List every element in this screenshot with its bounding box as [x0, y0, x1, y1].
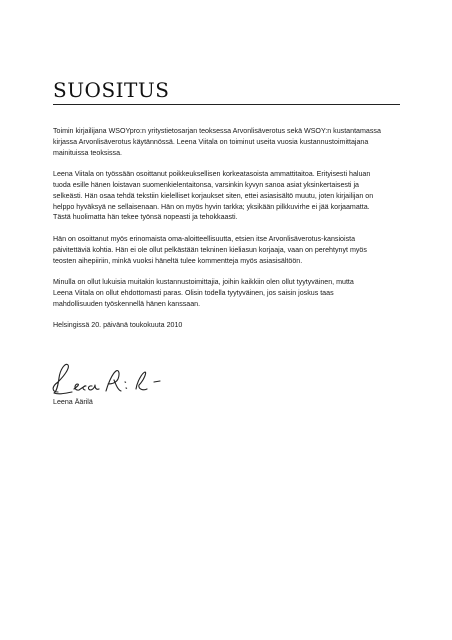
paragraph-2 — [53, 169, 403, 223]
text-line: Leena Viitala on ollut ehdottomasti paras. Olisin todella tyytyväinen, jos saisin joskus taas — [53, 288, 334, 297]
text-line: kirjassa Arvonlisäverotus käytännössä. Leena Viitala on toiminut useita vuosia kustannustoimittajana — [53, 137, 369, 146]
letter-body — [53, 126, 403, 342]
signer-name: Leena Äärilä — [53, 398, 93, 406]
paragraph-3 — [53, 234, 403, 266]
paragraph-1 — [53, 126, 403, 158]
text-line: Toimin kirjailijana WSOYpro:n yritystietosarjan teoksessa Arvonlisäverotus sekä WSOY:n kustantamassa — [53, 127, 381, 135]
text-line: Minulla on ollut lukuisia muitakin kustannustoimittajia, joihin kaikkiin olen ollut tyytyväinen, mutta — [53, 278, 354, 287]
text-line: Helsingissä 20. päivänä toukokuuta 2010 — [53, 321, 183, 330]
text-line: Leena Viitala on työssään osoittanut poikkeuksellisen korkeatasoista ammattitaitoa. Erityisesti haluan — [53, 170, 371, 179]
title-underline — [53, 104, 400, 105]
page-title: SUOSITUS — [53, 78, 170, 102]
text-line: Tästä huolimatta hän tekee työnsä nopeasti ja tehokkaasti. — [53, 213, 238, 222]
text-line: teosten aihepiiriin, minkä vuoksi häneltä tulee kommentteja myös asiasisältöön. — [53, 256, 303, 265]
text-line: päivitettäviä kohtia. Hän ei ole ollut pelkästään tekninen kieliasun korjaaja, vaan on perehtynyt myös — [53, 245, 367, 254]
text-line: selkeästi. Hän osaa tehdä tekstiin kielelliset korjaukset siten, ettei asiasisältö muutu, joten kirjailijan on — [53, 191, 374, 200]
date-line — [53, 320, 403, 331]
text-line: Hän on osoittanut myös erinomaista oma-aloitteellisuutta, etsien itse Arvonlisäverotus-kansioista — [53, 234, 356, 243]
text-line: tuoda esille hänen loistavan suomenkielentaitonsa, varsinkin kyvyn sanoa asiat yksinkertaisesti ja — [53, 180, 359, 189]
handwritten-signature — [50, 362, 168, 398]
text-line: helppo hyväksyä ne sellaisenaan. Hän on myös hyvin tarkka; yksikään pilkkuvirhe ei jää korjaamatta. — [53, 202, 370, 211]
paragraph-4 — [53, 277, 403, 309]
text-line: mahdollisuuden työskennellä hänen kanssaan. — [53, 299, 201, 308]
text-line: mainituissa teoksissa. — [53, 148, 122, 157]
